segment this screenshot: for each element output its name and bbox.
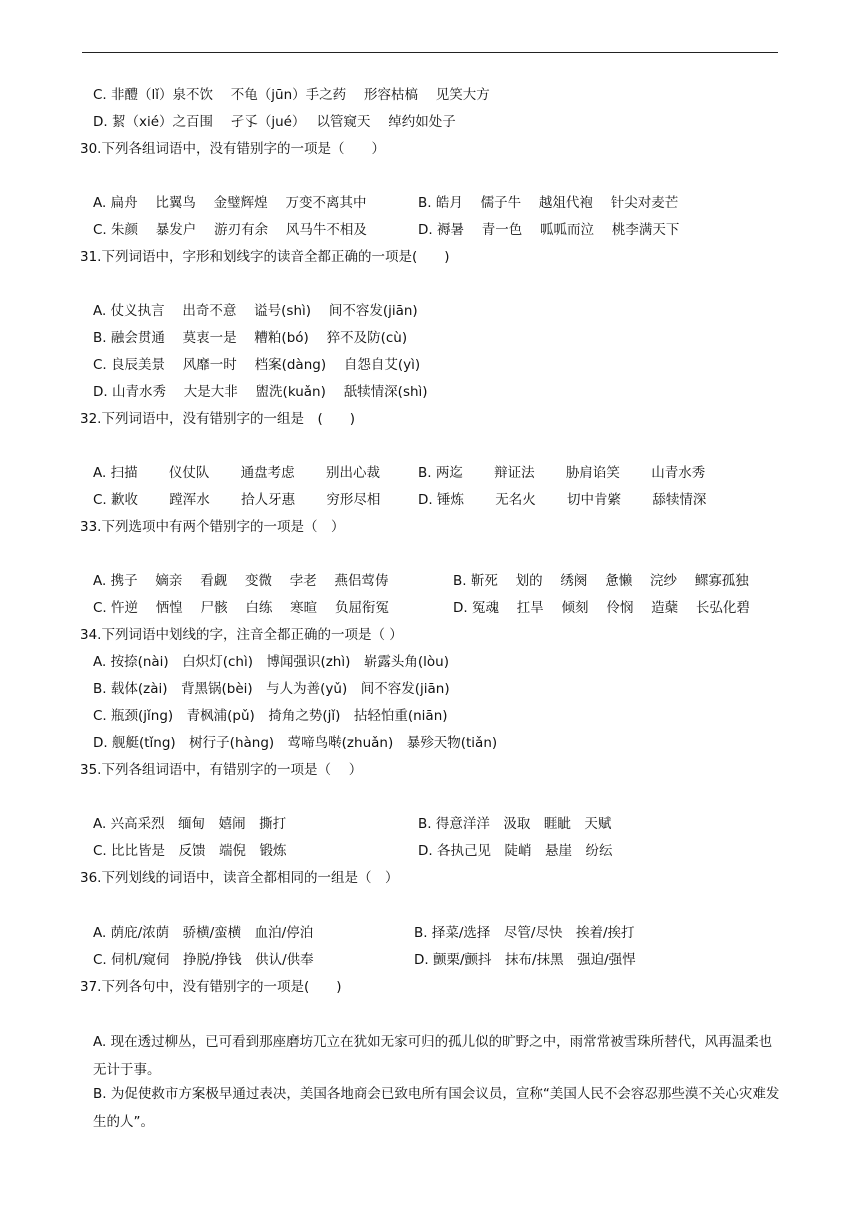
q34-option-d: D. 舰艇(tǐng) 树行子(hàng) 莺啼鸟啭(zhuǎn) 暴殄天物(tiǎn)	[93, 735, 498, 751]
q33-title: 33.下列选项中有两个错别字的一项是（ ）	[80, 519, 345, 535]
q29-option-d: D. 絜（xié）之百围 孑孓（jué） 以管窥天 绰约如处子	[93, 114, 456, 130]
q32-title: 32.下列词语中，没有错别字的一组是 ( )	[80, 411, 356, 427]
q35-option-a: A. 兴高采烈 缅甸 嬉闹 撕打	[93, 816, 287, 832]
q31-title: 31.下列词语中，字形和划线字的读音全都正确的一项是( )	[80, 249, 450, 265]
q34-title: 34.下列词语中划线的字，注音全都正确的一项是（ ）	[80, 627, 403, 643]
q30-option-d: D. 褥暑 青一色 呱呱而泣 桃李满天下	[418, 222, 680, 238]
q30-title: 30.下列各组词语中，没有错别字的一项是（ ）	[80, 141, 385, 157]
q34-option-a: A. 按捺(nài) 白炽灯(chì) 博闻强识(zhì) 崭露头角(lòu)	[93, 654, 449, 670]
q36-option-b: B. 择菜/选择 尽管/尽快 挨着/挨打	[414, 925, 635, 941]
q32-option-b: B. 两迄 辩证法 胁肩谄笑 山青水秀	[418, 465, 706, 481]
q35-title: 35.下列各组词语中，有错别字的一项是（ ）	[80, 762, 363, 778]
q33-option-a: A. 携子 嫡亲 看觑 变微 孛老 燕侣莺俦	[93, 573, 389, 589]
q37-option-a: A. 现在透过柳丛，已可看到那座磨坊兀立在犹如无家可归的孤儿似的旷野之中，雨常常被雪珠所替代，风再温柔也无计于事。	[93, 1034, 773, 1078]
q34-option-c: C. 瓶颈(jǐng) 青枫浦(pǔ) 掎角之势(jǐ) 拈轻怕重(niān)	[93, 708, 448, 724]
q31-option-a: A. 仗义执言 出奇不意 谥号(shì) 间不容发(jiān)	[93, 303, 418, 319]
q33-option-c: C. 忤逆 恓惶 尸骸 白练 寒暄 负屈衔冤	[93, 600, 389, 616]
q32-option-a: A. 扫描 仪仗队 通盘考虑 别出心裁	[93, 465, 380, 481]
q37-title: 37.下列各句中，没有错别字的一项是( )	[80, 979, 342, 995]
q33-option-d: D. 冤魂 扛旱 倾刻 伶悯 造蘖 长弘化碧	[453, 600, 750, 616]
q32-option-c: C. 歉收 蹚浑水 拾人牙惠 穷形尽相	[93, 492, 381, 508]
q35-option-c: C. 比比皆是 反馈 端倪 锻炼	[93, 843, 287, 859]
q31-option-b: B. 融会贯通 莫衷一是 糟粕(bó) 猝不及防(cù)	[93, 330, 408, 346]
q30-option-c: C. 朱颜 暴发户 游刃有余 风马牛不相及	[93, 222, 367, 238]
q31-option-c: C. 良辰美景 风靡一时 档案(dàng) 自怨自艾(yì)	[93, 357, 421, 373]
q34-option-b: B. 载体(zài) 背黑锅(bèi) 与人为善(yǔ) 间不容发(jiān)	[93, 681, 450, 697]
q33-option-b: B. 靳死 划的 绣阕 惫懒 浣纱 鳏寡孤独	[453, 573, 749, 589]
q36-title: 36.下列划线的词语中，读音全都相同的一组是（ ）	[80, 870, 399, 886]
header-rule	[82, 52, 778, 53]
q31-option-d: D. 山青水秀 大是大非 盥洗(kuǎn) 舐犊情深(shì)	[93, 384, 428, 400]
q36-option-d: D. 颤栗/颤抖 抹布/抹黑 强迫/强悍	[414, 952, 636, 968]
q29-option-c: C. 非醴（lǐ）泉不饮 不龟（jūn）手之药 形容枯槁 见笑大方	[93, 87, 490, 103]
q32-option-d: D. 锤炼 无名火 切中肯綮 舔犊情深	[418, 492, 707, 508]
q36-option-a: A. 荫庇/浓荫 骄横/蛮横 血泊/停泊	[93, 925, 314, 941]
q30-option-a: A. 扁舟 比翼鸟 金璧辉煌 万变不离其中	[93, 195, 367, 211]
q35-option-d: D. 各执己见 陡峭 悬崖 纷纭	[418, 843, 613, 859]
q30-option-b: B. 皓月 儒子牛 越俎代袍 针尖对麦芒	[418, 195, 679, 211]
q35-option-b: B. 得意洋洋 汲取 睚眦 天赋	[418, 816, 612, 832]
q36-option-c: C. 伺机/窥伺 挣脱/挣钱 供认/供奉	[93, 952, 314, 968]
q37-option-b: B. 为促使救市方案极早通过表决，美国各地商会已致电所有国会议员，宣称“美国人民不会容忍那些漠不关心灾难发生的人”。	[93, 1086, 780, 1130]
